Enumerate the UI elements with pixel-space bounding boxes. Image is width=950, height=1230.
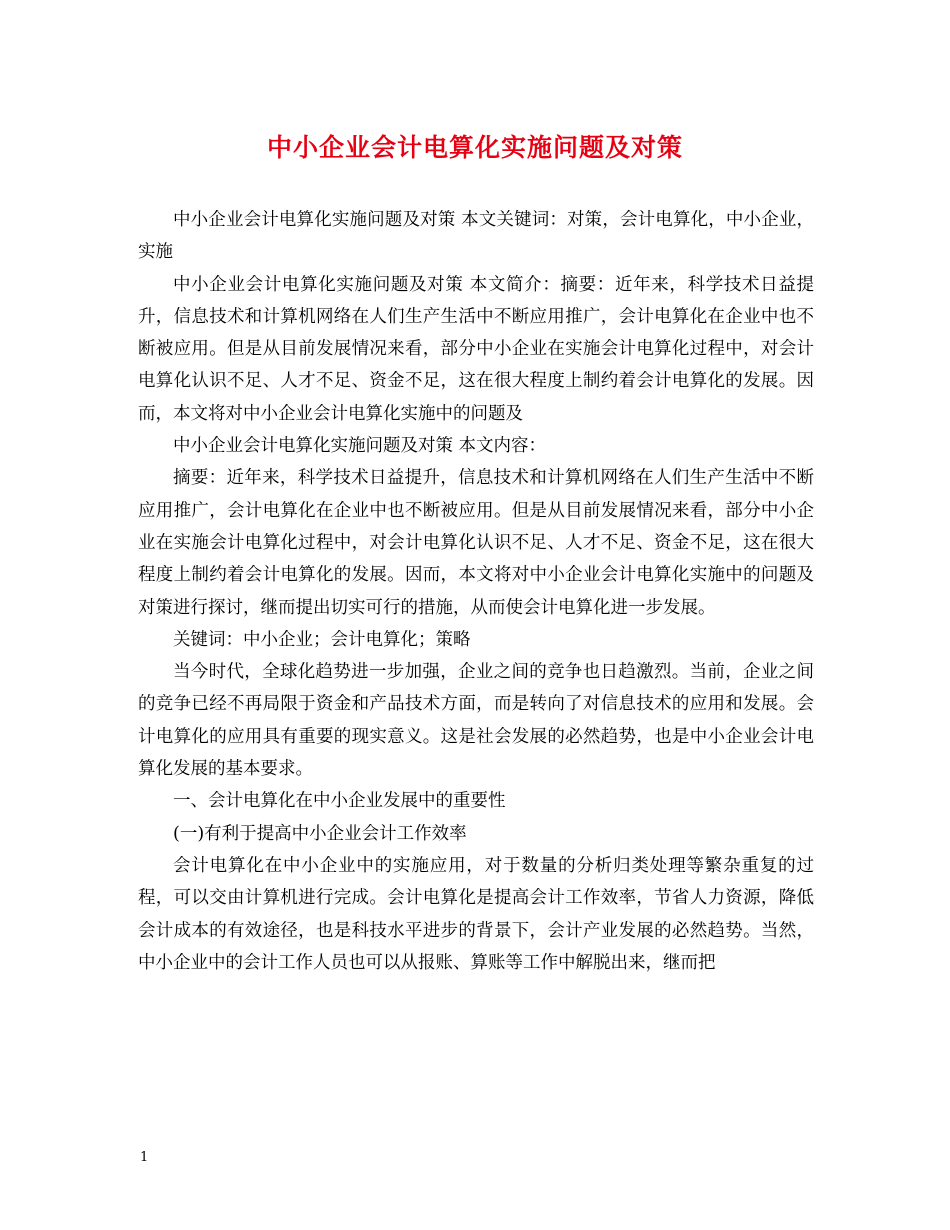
paragraph-keywords-line: 中小企业会计电算化实施问题及对策 本文关键词：对策，会计电算化，中小企业，实施 bbox=[138, 210, 814, 263]
paragraph-summary: 中小企业会计电算化实施问题及对策 本文简介：摘要：近年来，科学技术日益提升，信息技术和计算机网络在人们生产生活中不断应用推广，会计电算化在企业中也不断被应用。但是从目前发展情况来看，部分中小企业在实施会计电算化过程中，对会计电算化认识不足、人才不足、资金不足，这在很大程度上制约着会计电算化的发展。因而，本文将对中小企业会计电算化实施中的问题及 bbox=[138, 274, 814, 424]
document-body bbox=[138, 204, 814, 979]
document-title: 中小企业会计电算化实施问题及对策 bbox=[266, 133, 683, 162]
section-heading-1: 一、会计电算化在中小企业发展中的重要性 bbox=[173, 791, 506, 812]
paragraph-abstract: 摘要：近年来，科学技术日益提升，信息技术和计算机网络在人们生产生活中不断应用推广，会计电算化在企业中也不断被应用。但是从目前发展情况来看，部分中小企业在实施会计电算化过程中，对会计电算化认识不足、人才不足、资金不足，这在很大程度上制约着会计电算化的发展。因而，本文将对中小企业会计电算化实施中的问题及对策进行探讨，继而提出切实可行的措施，从而使会计电算化进一步发展。 bbox=[138, 468, 814, 618]
paragraph-content-intro: 中小企业会计电算化实施问题及对策 本文内容： bbox=[173, 436, 547, 457]
subsection-heading-1: (一)有利于提高中小企业会计工作效率 bbox=[173, 823, 467, 844]
page-number: 1 bbox=[140, 1150, 149, 1165]
paragraph-efficiency: 会计电算化在中小企业中的实施应用，对于数量的分析归类处理等繁杂重复的过程，可以交由计算机进行完成。会计电算化是提高会计工作效率，节省人力资源，降低会计成本的有效途径，也是科技水平进步的背景下，会计产业发展的必然趋势。当然，中小企业中的会计工作人员也可以从报账、算账等工作中解脱出来，继而把 bbox=[138, 855, 814, 973]
paragraph-keywords: 关键词：中小企业；会计电算化；策略 bbox=[173, 629, 471, 650]
paragraph-introduction: 当今时代，全球化趋势进一步加强，企业之间的竞争也日趋激烈。当前，企业之间的竞争已经不再局限于资金和产品技术方面，而是转向了对信息技术的应用和发展。会计电算化的应用具有重要的现实意义。这是社会发展的必然趋势，也是中小企业会计电算化发展的基本要求。 bbox=[138, 662, 814, 780]
